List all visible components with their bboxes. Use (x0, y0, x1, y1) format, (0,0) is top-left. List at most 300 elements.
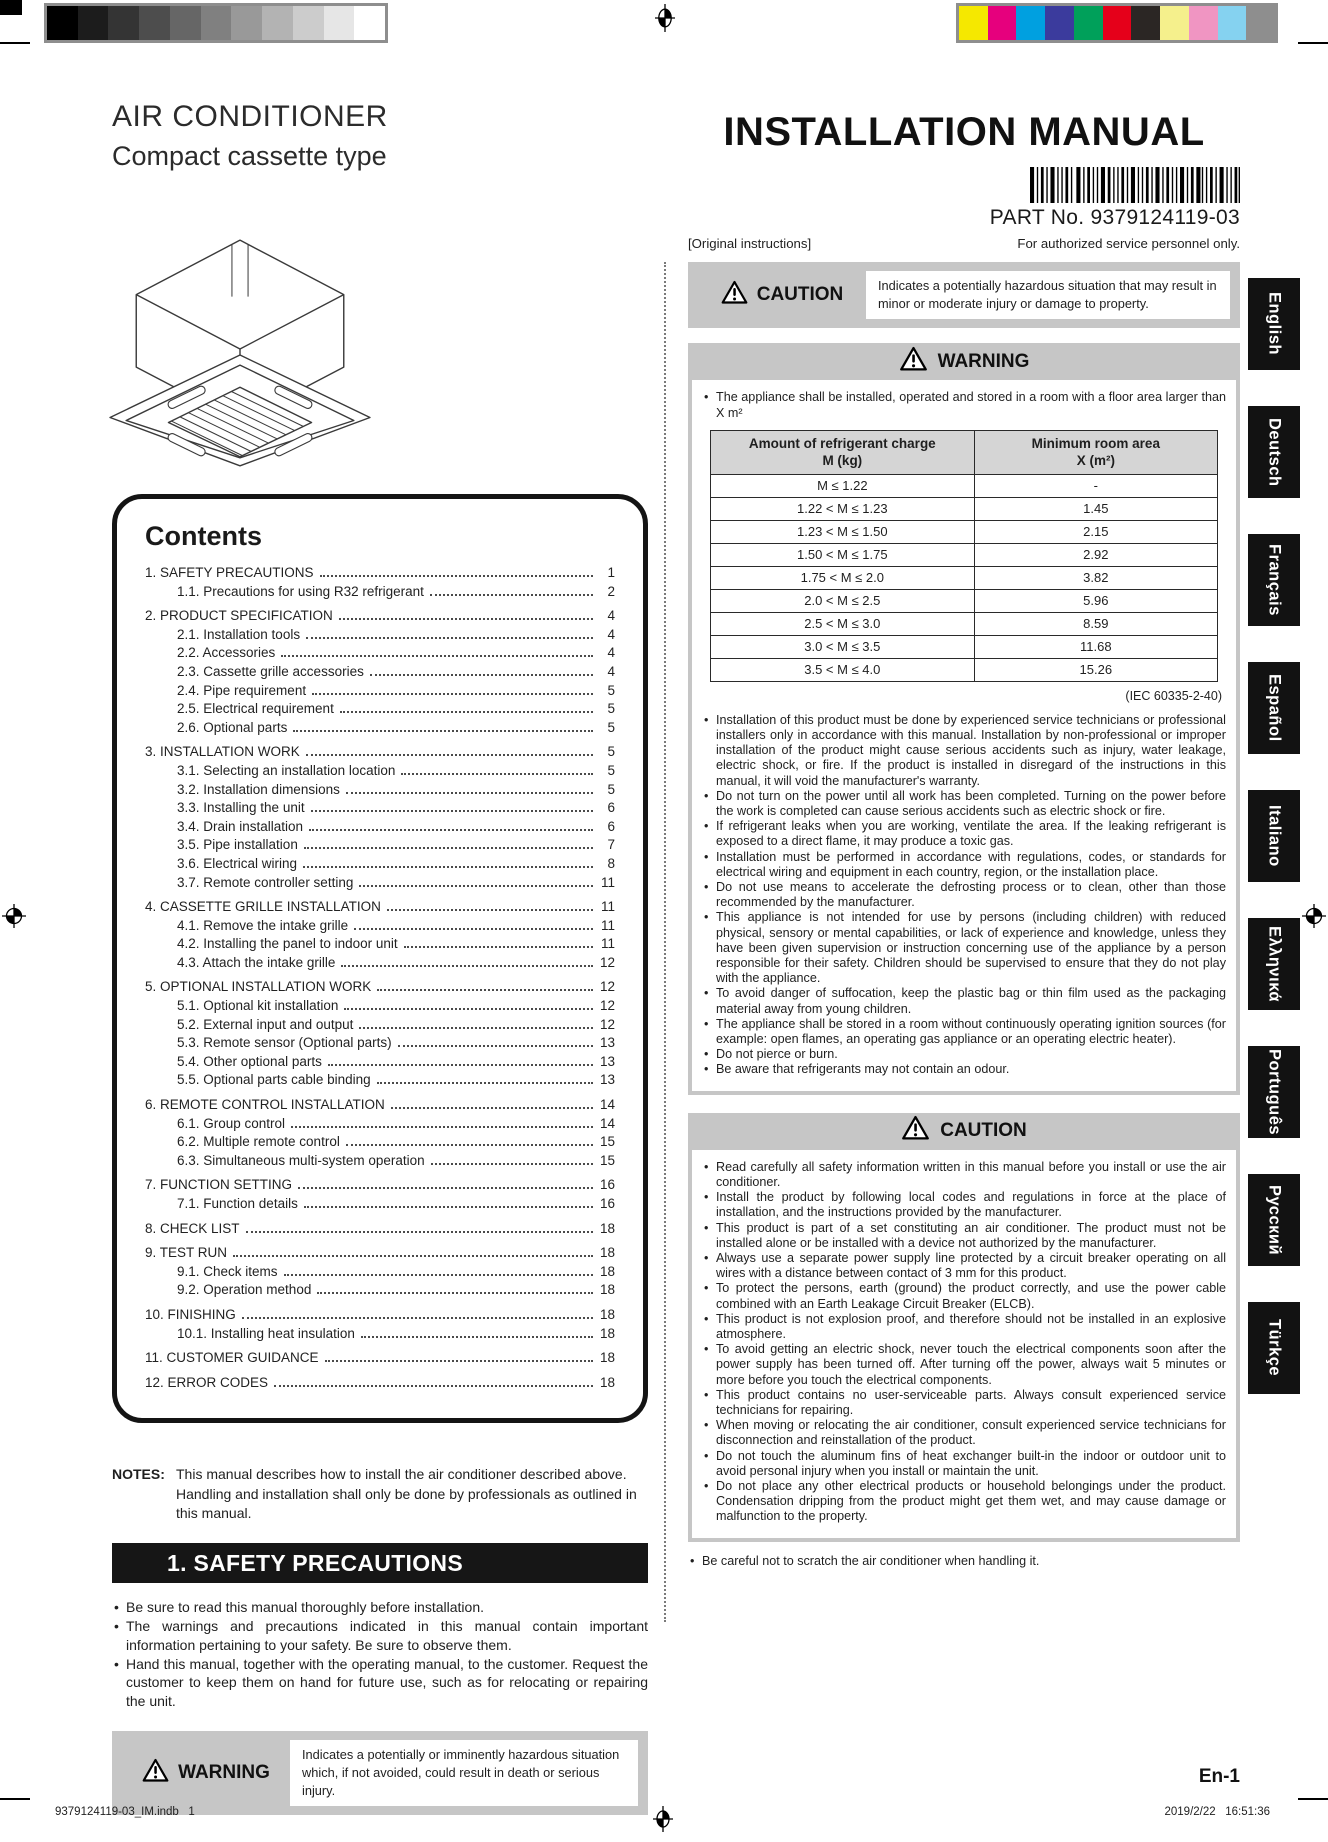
toc-entry-page: 14 (599, 1115, 615, 1131)
toc-entry-label: 3.6. Electrical wiring (177, 855, 298, 871)
notes-text: This manual describes how to install the air conditioner described above. Handling and installation shall only be done by professionals as outlined in this manual. (176, 1466, 637, 1521)
toc-entry-page: 1 (607, 565, 615, 580)
part-number: PART No. 9379124119-03 (989, 206, 1240, 229)
toc-leader-dots (377, 1082, 593, 1084)
toc-entry (145, 1195, 615, 1214)
grayscale-tile (262, 6, 293, 40)
toc-leader-dots (298, 1187, 593, 1189)
table-row (711, 658, 1218, 681)
toc-entry (145, 1220, 615, 1239)
toc-leader-dots (246, 1231, 593, 1233)
toc-entry-label: 1. SAFETY PRECAUTIONS (145, 565, 314, 580)
toc-leader-dots (320, 575, 593, 577)
warning-bullets (702, 713, 1226, 1078)
cell-room-area: 3.82 (974, 566, 1217, 589)
toc-entry-label: 2.5. Electrical requirement (177, 701, 334, 717)
toc-entry-page: 18 (599, 1350, 615, 1366)
caution-label: CAUTION (698, 271, 866, 319)
bullet-item: • Installation must be performed in accordance with regulations, codes, or standards for electrical wiring and equipment in each country, region, or the installation place. (702, 850, 1226, 880)
toc-entry (145, 1115, 615, 1134)
language-tab: Türkçe (1248, 1302, 1300, 1394)
toc-entry-label: 9.2. Operation method (177, 1282, 312, 1298)
toc-leader-dots (325, 1360, 593, 1362)
cell-refrigerant-charge: 2.0 < M ≤ 2.5 (711, 589, 975, 612)
bullet-item: • This product is not explosion proof, and therefore should not be installed in an explosive atmosphere. (702, 1312, 1226, 1342)
toc-leader-dots (359, 885, 593, 887)
toc-leader-dots (281, 655, 593, 657)
toc-entry-label: 2.6. Optional parts (177, 719, 288, 735)
meta-row (688, 236, 1240, 251)
toc-entry-label: 4.3. Attach the intake grille (177, 954, 336, 970)
color-tile (1246, 6, 1275, 40)
color-tile (1160, 6, 1189, 40)
language-tab: Español (1248, 662, 1300, 754)
color-tile (1103, 6, 1132, 40)
section-header-safety-precautions (112, 1543, 648, 1583)
toc-entry (145, 917, 615, 936)
toc-entry-page: 11 (600, 917, 615, 933)
safety-intro-bullets (112, 1598, 648, 1711)
grayscale-calibration-bar (44, 3, 388, 43)
toc-entry-label: 7.1. Function details (177, 1196, 298, 1211)
warning-definition-box (112, 1731, 648, 1815)
toc-entry-page: 18 (599, 1220, 615, 1236)
contents-title: Contents (145, 521, 262, 551)
table-header-row (711, 430, 1218, 474)
toc-entry (145, 1281, 615, 1300)
toc-entry (145, 898, 615, 917)
grayscale-tile (231, 6, 262, 40)
language-tab: Italiano (1248, 790, 1300, 882)
grayscale-tile (47, 6, 78, 40)
toc-entry (145, 978, 615, 997)
color-tile (1131, 6, 1160, 40)
toc-entry (145, 1034, 615, 1053)
toc-entry-page: 15 (599, 1134, 615, 1150)
post-caution-note (688, 1554, 1240, 1569)
cell-refrigerant-charge: M ≤ 1.22 (711, 474, 975, 497)
toc-entry-page: 6 (607, 818, 615, 834)
color-tile (1045, 6, 1074, 40)
registration-mark-top (655, 3, 675, 38)
caution-section-body (688, 1150, 1240, 1542)
table-row (711, 589, 1218, 612)
caution-bullets (702, 1160, 1226, 1525)
toc-leader-dots (391, 1107, 593, 1109)
bullet-item: • Do not turn on the power until all work has been completed. Turning on the power before the work is completed can cause serious accidents such as electric shock or fire. (702, 789, 1226, 819)
color-calibration-bar (956, 3, 1278, 43)
toc-entry-label: 9. TEST RUN (145, 1245, 228, 1261)
table-row (711, 497, 1218, 520)
toc-entry-label: 7. FUNCTION SETTING (145, 1177, 293, 1193)
bullet-item: • To protect the persons, earth (ground) the product correctly, and use the power cable combined with an Earth Leakage Circuit Breaker (ELCB). (702, 1281, 1226, 1311)
refrigerant-room-area-table (710, 430, 1218, 682)
toc-entry-page: 11 (600, 936, 615, 952)
grayscale-tile (354, 6, 385, 40)
bullet-item: • Install the product by following local codes and regulations in force at the place of installation, and the instructions provided by the manufacturer. (702, 1190, 1226, 1220)
toc-entry-label: 3.1. Selecting an installation location (177, 762, 396, 778)
toc-entry-page: 11 (600, 874, 615, 890)
toc-entry-label: 3.3. Installing the unit (177, 800, 305, 816)
toc-entry-label: 1.1. Precautions for using R32 refrigerant (177, 583, 424, 599)
toc-entry (145, 1176, 615, 1195)
toc-entry-page: 5 (607, 719, 615, 735)
grayscale-tile (324, 6, 355, 40)
toc-entry-label: 12. ERROR CODES (145, 1374, 269, 1390)
toc-entry-label: 2.3. Cassette grille accessories (177, 663, 364, 679)
toc-entry-page: 16 (599, 1196, 615, 1211)
bullet-item: • Do not use means to accelerate the defrosting process or to clean, other than those recommended by the manufacturer. (702, 880, 1226, 910)
toc-entry-page: 18 (599, 1282, 615, 1298)
toc-entry (145, 781, 615, 800)
toc-entry (145, 1325, 615, 1344)
toc-leader-dots (339, 618, 593, 620)
toc-leader-dots (346, 1144, 593, 1146)
toc-entry-label: 9.1. Check items (177, 1263, 278, 1279)
toc-entry-page: 14 (599, 1097, 615, 1113)
toc-leader-dots (359, 1027, 593, 1029)
registration-mark-left (2, 904, 26, 933)
toc-entry-label: 5. OPTIONAL INSTALLATION WORK (145, 979, 372, 995)
color-tile (988, 6, 1017, 40)
toc-entry-label: 3.2. Installation dimensions (177, 781, 340, 797)
bullet-item: • This product is part of a set constituting an air conditioner. The product must not be installed alone or be installed with a device not authorized by the manufacturer. (702, 1221, 1226, 1251)
language-tab: Français (1248, 534, 1300, 626)
caution-section-box (688, 1113, 1240, 1542)
toc-entry-label: 5.5. Optional parts cable binding (177, 1072, 371, 1088)
barcode (1030, 167, 1240, 203)
toc-entry-page: 18 (599, 1306, 615, 1322)
bullet-item: • Read carefully all safety information written in this manual before you install or use the air conditioner. (702, 1160, 1226, 1190)
crop-mark (1298, 1798, 1328, 1800)
toc-entry (145, 1016, 615, 1035)
bullet-item: • Do not touch the aluminum fins of heat exchanger built-in the indoor or outdoor unit to avoid personal injury when you install or maintain the unit. (702, 1449, 1226, 1479)
page-number: En-1 (1198, 1766, 1240, 1787)
color-tile (1074, 6, 1103, 40)
toc-leader-dots (317, 1292, 593, 1294)
warning-section-box (688, 343, 1240, 1094)
toc-entry-page: 12 (599, 998, 615, 1014)
bullet-item: • Be careful not to scratch the air conditioner when handling it. (688, 1554, 1240, 1569)
cell-room-area: 8.59 (974, 612, 1217, 635)
toc-leader-dots (346, 792, 593, 794)
toc-entry-page: 18 (599, 1263, 615, 1279)
cell-room-area: 2.92 (974, 543, 1217, 566)
toc-entry-label: 10. FINISHING (145, 1306, 236, 1322)
language-tab: Русский (1248, 1174, 1300, 1266)
toc-entry-label: 5.3. Remote sensor (Optional parts) (177, 1035, 392, 1051)
toc-leader-dots (303, 866, 593, 868)
toc-leader-dots (311, 810, 593, 812)
cell-room-area: 15.26 (974, 658, 1217, 681)
product-title: AIR CONDITIONER (112, 100, 388, 133)
toc-leader-dots (328, 1064, 593, 1066)
toc-entry (145, 1053, 615, 1072)
original-instructions-note: [Original instructions] (688, 236, 812, 251)
caution-definition-text: Indicates a potentially hazardous situation that may result in minor or moderate injury or damage to property. (866, 271, 1230, 319)
toc-leader-dots (354, 928, 593, 930)
toc-leader-dots (377, 989, 593, 991)
bullet-item: • Hand this manual, together with the operating manual, to the customer. Request the customer to keep them on hand for future use, such as for relocating or repairing the unit. (112, 1655, 648, 1711)
cell-refrigerant-charge: 1.50 < M ≤ 1.75 (711, 543, 975, 566)
bullet-item: • If refrigerant leaks when you are working, ventilate the area. If the leaking refrigerant is exposed to a direct flame, it may produce a toxic gas. (702, 819, 1226, 849)
toc-entry-page: 4 (607, 663, 615, 679)
toc-entry-label: 2.1. Installation tools (177, 626, 301, 642)
toc-entry-page: 5 (607, 762, 615, 778)
toc-entry (145, 700, 615, 719)
caution-definition-box (688, 262, 1240, 328)
toc-entry-label: 5.2. External input and output (177, 1016, 354, 1032)
bullet-item: • This appliance is not intended for use by persons (including children) with reduced physical, sensory or mental capabilities, or lack of experience and knowledge, unless they have been given supervision or instruction concerning use of the appliance by a person responsible for their safety. Children should be supervised to ensure that they do not play with the appliance. (702, 910, 1226, 986)
toc-entry-page: 12 (599, 1016, 615, 1032)
toc-leader-dots (344, 1008, 593, 1010)
grayscale-tile (108, 6, 139, 40)
cell-room-area: 11.68 (974, 635, 1217, 658)
toc-entry-page: 18 (599, 1374, 615, 1390)
toc-entry-page: 18 (599, 1245, 615, 1261)
table-row (711, 474, 1218, 497)
notes-label: NOTES: (112, 1466, 165, 1483)
table-row (711, 543, 1218, 566)
toc-leader-dots (291, 1126, 593, 1128)
color-tile (1189, 6, 1218, 40)
bullet-item: • The appliance shall be stored in a room without continuously operating ignition sources (for example: open flames, an operating gas appliance or an operating electric heater). (702, 1017, 1226, 1047)
bullet-item: • Do not place any other electrical products or household belongings under the product. Condensation dripping from the product might get them wet, and may cause damage or malfunction to the property. (702, 1479, 1226, 1525)
warning-label: WARNING (122, 1740, 290, 1806)
toc-entry (145, 1349, 615, 1368)
toc-leader-dots (306, 637, 593, 639)
notes-paragraph (112, 1465, 648, 1523)
cell-room-area: - (974, 474, 1217, 497)
contents-box (112, 494, 648, 1423)
grayscale-tile (170, 6, 201, 40)
warning-triangle-icon (142, 1758, 169, 1789)
toc-entry-page: 5 (607, 781, 615, 797)
crop-mark (0, 1798, 30, 1800)
language-tab-strip (1248, 278, 1300, 1394)
toc-entry-page: 7 (607, 837, 615, 853)
print-corner-mark (0, 0, 22, 15)
toc-entry (145, 1263, 615, 1282)
toc-entry-page: 13 (599, 1072, 615, 1088)
toc-entry (145, 719, 615, 738)
toc-entry (145, 583, 615, 602)
cell-room-area: 2.15 (974, 520, 1217, 543)
toc-entry (145, 564, 615, 583)
toc-leader-dots (309, 829, 593, 831)
toc-leader-dots (304, 847, 593, 849)
table-row (711, 635, 1218, 658)
toc-leader-dots (340, 711, 593, 713)
toc-leader-dots (284, 1274, 593, 1276)
language-tab: English (1248, 278, 1300, 370)
language-tab: Português (1248, 1046, 1300, 1138)
cell-refrigerant-charge: 2.5 < M ≤ 3.0 (711, 612, 975, 635)
toc-entry-label: 6. REMOTE CONTROL INSTALLATION (145, 1097, 385, 1113)
section-header-label: 1. SAFETY PRECAUTIONS (167, 1549, 463, 1576)
bullet-item: • When moving or relocating the air conditioner, consult experienced service technicians for disconnection and reinstallation of the product. (702, 1418, 1226, 1448)
bullet-item: • The warnings and precautions indicated in this manual contain important information pertaining to your safety. Be sure to observe them. (112, 1617, 648, 1655)
toc-entry (145, 935, 615, 954)
toc-entry (145, 818, 615, 837)
warning-section-body (688, 380, 1240, 1094)
bullet-item: • Do not pierce or burn. (702, 1047, 1226, 1062)
toc-entry-page: 18 (599, 1325, 615, 1341)
toc-entry-page: 6 (607, 800, 615, 816)
toc-entry (145, 1306, 615, 1325)
authorized-personnel-note: For authorized service personnel only. (1017, 236, 1240, 251)
bullet-item: • To avoid getting an electric shock, never touch the electrical components soon after the power supply has been turned off. After turning off the power, always wait 5 minutes or more before you touch the electrical components. (702, 1342, 1226, 1388)
toc-entry (145, 644, 615, 663)
toc-entry-label: 4. CASSETTE GRILLE INSTALLATION (145, 899, 381, 915)
toc-entry-label: 2.4. Pipe requirement (177, 682, 307, 698)
grayscale-tile (139, 6, 170, 40)
bullet-item: • This product contains no user-serviceable parts. Always consult experienced service technicians for repairing. (702, 1388, 1226, 1418)
warning-triangle-icon (901, 1115, 930, 1147)
registration-mark-bottom (652, 1806, 674, 1837)
toc-leader-dots (341, 965, 593, 967)
warning-section-header: WARNING (688, 343, 1240, 380)
cell-refrigerant-charge: 1.23 < M ≤ 1.50 (711, 520, 975, 543)
color-tile (1218, 6, 1247, 40)
toc-entry-page: 15 (599, 1152, 615, 1168)
toc-entry (145, 954, 615, 973)
toc-leader-dots (361, 1336, 593, 1338)
toc-leader-dots (233, 1255, 593, 1257)
toc-leader-dots (370, 674, 593, 676)
toc-leader-dots (401, 773, 593, 775)
bullet-item: • Always use a separate power supply line protected by a circuit breaker operating on all wires with a distance between contact of 3 mm for this product. (702, 1251, 1226, 1281)
table-row (711, 566, 1218, 589)
toc-entry-label: 4.2. Installing the panel to indoor unit (177, 936, 398, 952)
toc-entry (145, 855, 615, 874)
barcode-block (688, 167, 1240, 230)
toc-entry (145, 1071, 615, 1090)
toc-entry-page: 4 (607, 626, 615, 642)
grayscale-tile (78, 6, 109, 40)
toc-entry-page: 5 (607, 744, 615, 760)
toc-entry-label: 5.4. Other optional parts (177, 1053, 322, 1069)
toc-entry-label: 8. CHECK LIST (145, 1220, 240, 1236)
toc-leader-dots (304, 1206, 593, 1208)
toc-entry-page: 5 (607, 701, 615, 717)
toc-entry-page: 5 (607, 682, 615, 698)
toc-leader-dots (430, 594, 593, 596)
toc-entry (145, 874, 615, 893)
grayscale-tile (201, 6, 232, 40)
grayscale-tile (293, 6, 324, 40)
toc-leader-dots (293, 730, 593, 732)
toc-entry (145, 799, 615, 818)
toc-entry-label: 3.5. Pipe installation (177, 837, 298, 853)
toc-entry-page: 4 (607, 608, 615, 624)
table-of-contents (145, 564, 615, 1392)
cell-refrigerant-charge: 3.5 < M ≤ 4.0 (711, 658, 975, 681)
column-divider (664, 262, 666, 1622)
bullet-item: • Be aware that refrigerants may not contain an odour. (702, 1062, 1226, 1077)
color-tile (959, 6, 988, 40)
toc-entry (145, 682, 615, 701)
toc-entry-page: 13 (599, 1053, 615, 1069)
toc-entry-label: 3. INSTALLATION WORK (145, 744, 300, 760)
table-row (711, 612, 1218, 635)
cell-refrigerant-charge: 1.22 < M ≤ 1.23 (711, 497, 975, 520)
toc-entry-page: 2 (607, 583, 615, 599)
language-tab: Deutsch (1248, 406, 1300, 498)
toc-entry-label: 6.3. Simultaneous multi-system operation (177, 1152, 425, 1168)
toc-entry (145, 1133, 615, 1152)
footer-filename: 9379124119-03_IM.indb 1 (55, 1806, 195, 1818)
toc-entry-label: 2.2. Accessories (177, 645, 276, 661)
toc-entry-label: 3.4. Drain installation (177, 818, 304, 834)
toc-entry-page: 8 (607, 855, 615, 871)
toc-entry (145, 762, 615, 781)
column-header-room-area: Minimum room area X (m²) (974, 430, 1217, 474)
toc-entry-label: 11. CUSTOMER GUIDANCE (145, 1350, 319, 1366)
toc-leader-dots (404, 946, 593, 948)
toc-entry-page: 11 (600, 899, 615, 915)
caution-section-header: CAUTION (688, 1113, 1240, 1150)
warning-intro (702, 390, 1226, 420)
toc-entry-label: 4.1. Remove the intake grille (177, 917, 349, 933)
toc-leader-dots (274, 1385, 593, 1387)
toc-entry (145, 1374, 615, 1393)
bullet-item: • Be sure to read this manual thoroughly before installation. (112, 1598, 648, 1617)
column-header-refrigerant: Amount of refrigerant charge M (kg) (711, 430, 975, 474)
toc-leader-dots (431, 1163, 593, 1165)
table-standard-note: (IEC 60335-2-40) (1125, 688, 1222, 703)
toc-entry-page: 12 (599, 979, 615, 995)
toc-leader-dots (387, 909, 593, 911)
warning-definition-text: Indicates a potentially or imminently hazardous situation which, if not avoided, could result in death or serious injury. (290, 1740, 638, 1806)
toc-entry-page: 16 (599, 1177, 615, 1193)
right-column (688, 100, 1240, 1569)
crop-mark (0, 42, 30, 44)
color-tile (1016, 6, 1045, 40)
toc-entry-page: 12 (599, 954, 615, 970)
cell-room-area: 5.96 (974, 589, 1217, 612)
manual-title: INSTALLATION MANUAL (723, 110, 1205, 154)
toc-entry (145, 1096, 615, 1115)
toc-entry-label: 2. PRODUCT SPECIFICATION (145, 608, 333, 624)
toc-entry-label: 3.7. Remote controller setting (177, 874, 354, 890)
toc-entry-label: 5.1. Optional kit installation (177, 998, 339, 1014)
cell-refrigerant-charge: 1.75 < M ≤ 2.0 (711, 566, 975, 589)
toc-entry-label: 6.2. Multiple remote control (177, 1134, 340, 1150)
toc-entry-page: 13 (599, 1035, 615, 1051)
toc-entry (145, 836, 615, 855)
cassette-illustration (104, 236, 376, 468)
warning-triangle-icon (899, 346, 928, 378)
toc-entry (145, 1152, 615, 1171)
table-row (711, 520, 1218, 543)
footer-datetime: 2019/2/22 16:51:36 (1164, 1806, 1270, 1818)
toc-entry (145, 626, 615, 645)
toc-leader-dots (398, 1045, 593, 1047)
toc-entry-label: 6.1. Group control (177, 1115, 286, 1131)
registration-mark-right (1302, 904, 1326, 933)
warning-triangle-icon (721, 280, 748, 311)
toc-entry (145, 743, 615, 762)
bullet-item: • The appliance shall be installed, operated and stored in a room with a floor area larger than X m² (702, 390, 1226, 420)
toc-entry (145, 607, 615, 626)
product-subtitle: Compact cassette type (112, 141, 387, 171)
toc-leader-dots (312, 693, 593, 695)
toc-entry (145, 663, 615, 682)
bullet-item: • To avoid danger of suffocation, keep the plastic bag or thin film used as the packaging material away from young children. (702, 986, 1226, 1016)
left-column (112, 100, 648, 1815)
toc-leader-dots (242, 1317, 593, 1319)
